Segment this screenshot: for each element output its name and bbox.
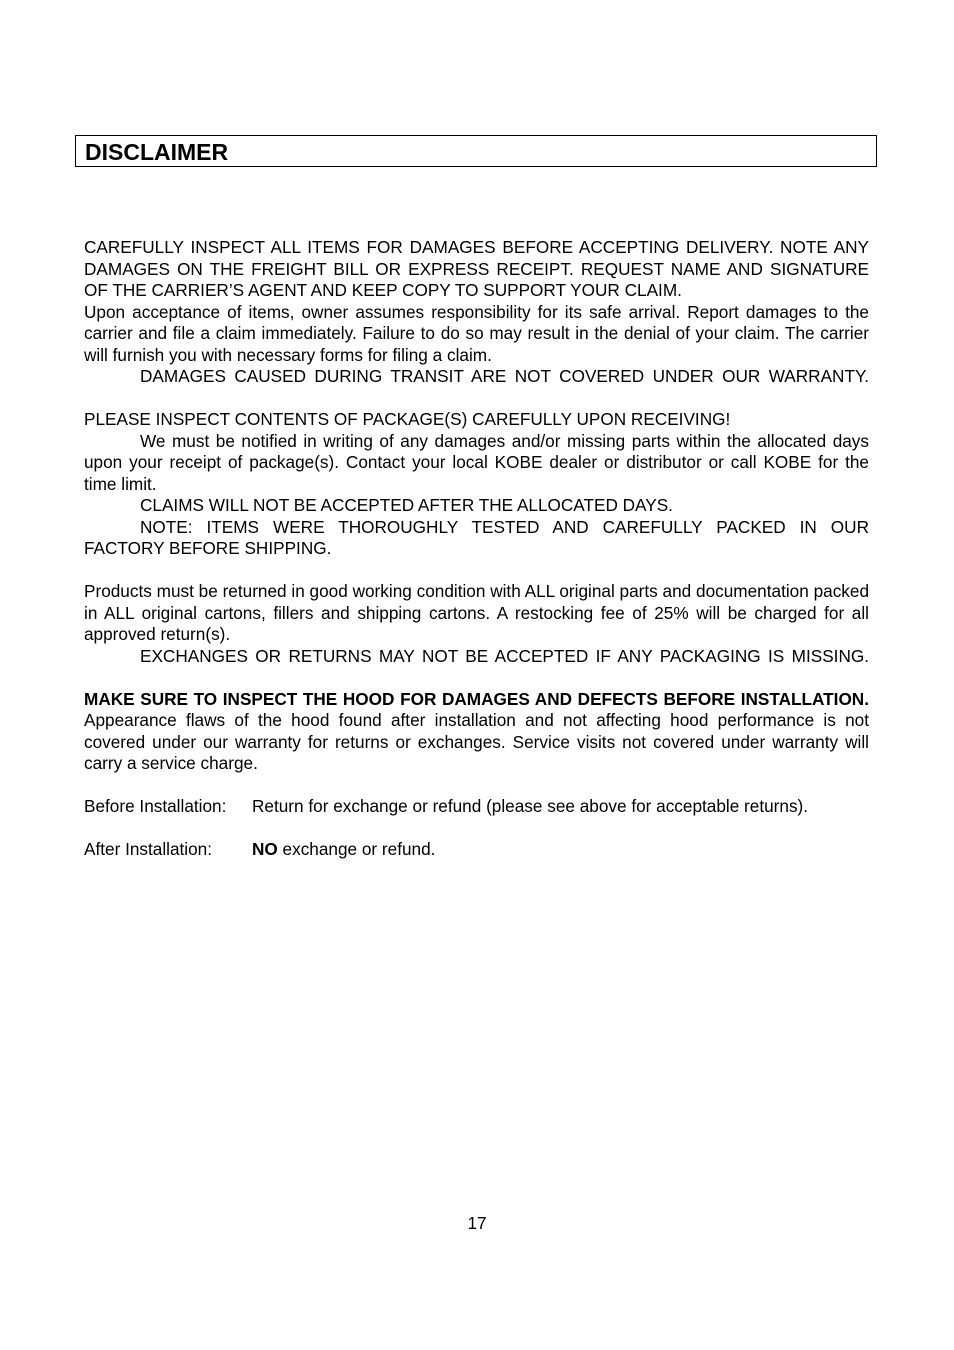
paragraph-acceptance: Upon acceptance of items, owner assumes responsibility for its safe arrival. Report damages to the carrier and file a claim immediately. Failure to do so may result in the denial of your claim. The carrier will furnish you with necessary forms for filing a claim. xyxy=(84,301,869,365)
spacer xyxy=(84,775,869,797)
paragraph-inspect-hood xyxy=(84,689,869,775)
after-installation-label: After Installation: xyxy=(84,839,213,859)
page-title: DISCLAIMER xyxy=(85,139,229,165)
before-installation-value: Return for exchange or refund (please see above for acceptable returns). xyxy=(252,796,809,816)
spacer xyxy=(84,560,869,582)
after-installation-rest: exchange or refund. xyxy=(277,839,436,859)
page-number: 17 xyxy=(467,1213,487,1233)
spacer xyxy=(84,818,869,840)
inspect-hood-details: Appearance flaws of the hood found after installation and not affecting hood performance is not covered under our warranty for returns or exchanges. Service visits not covered under warranty will carry a service charge. xyxy=(84,710,869,773)
spacer xyxy=(84,388,869,410)
paragraph-factory-note: NOTE: ITEMS WERE THOROUGHLY TESTED AND CAREFULLY PACKED IN OUR FACTORY BEFORE SHIPPING. xyxy=(84,516,869,558)
paragraph-inspect-contents: PLEASE INSPECT CONTENTS OF PACKAGE(S) CAREFULLY UPON RECEIVING! xyxy=(84,409,731,429)
policy-after-installation xyxy=(84,839,869,861)
paragraph-returns-condition: Products must be returned in good working condition with ALL original parts and documentation packed in ALL original cartons, fillers and shipping cartons. A restocking fee of 25% will be charged for all approved return(s). xyxy=(84,581,869,644)
paragraph-packaging-missing: EXCHANGES OR RETURNS MAY NOT BE ACCEPTED IF ANY PACKAGING IS MISSING. xyxy=(140,645,869,666)
paragraph-inspect-delivery: CAREFULLY INSPECT ALL ITEMS FOR DAMAGES BEFORE ACCEPTING DELIVERY. NOTE ANY DAMAGES ON THE FREIGHT BILL OR EXPRESS RECEIPT. REQUEST NAME AND SIGNATURE OF THE CARRIER’S AGENT AND KEEP COPY TO SUPPORT YOUR CLAIM. xyxy=(84,237,869,300)
before-installation-label: Before Installation: xyxy=(84,796,227,816)
spacer xyxy=(84,667,869,689)
disclaimer-body xyxy=(84,237,869,861)
inspect-hood-emphasis: MAKE SURE TO INSPECT THE HOOD FOR DAMAGES AND DEFECTS BEFORE INSTALLATION. xyxy=(84,688,869,709)
after-installation-no: NO xyxy=(252,839,278,859)
disclaimer-heading-box xyxy=(75,135,877,167)
paragraph-claims-deadline: CLAIMS WILL NOT BE ACCEPTED AFTER THE ALLOCATED DAYS. xyxy=(140,495,673,515)
policy-before-installation xyxy=(84,796,869,818)
after-installation-value xyxy=(252,839,869,861)
paragraph-notification: We must be notified in writing of any damages and/or missing parts within the allocated days upon your receipt of package(s). Contact your local KOBE dealer or distributor or call KOBE for the time limit. xyxy=(84,430,869,494)
paragraph-transit-damages: DAMAGES CAUSED DURING TRANSIT ARE NOT COVERED UNDER OUR WARRANTY. xyxy=(140,366,869,386)
